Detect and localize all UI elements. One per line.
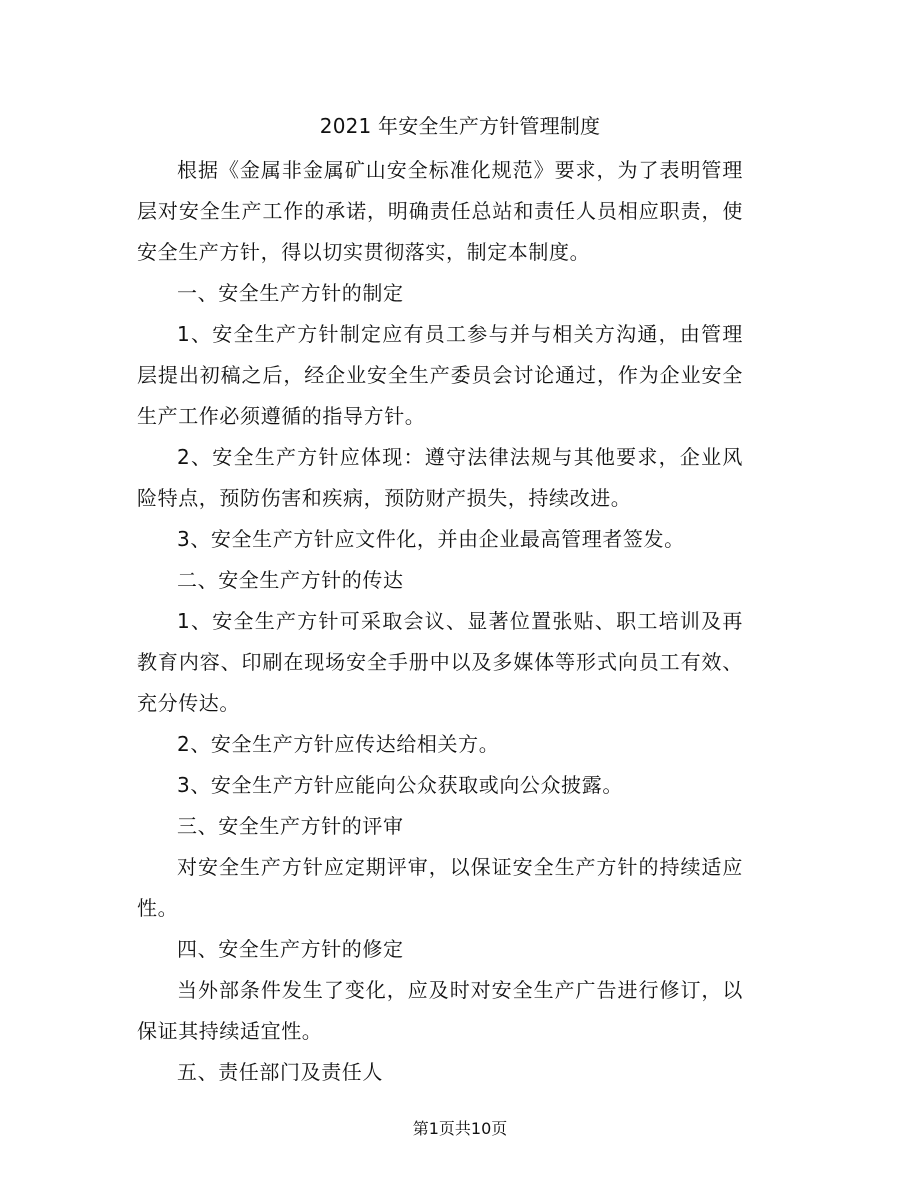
section-heading-3: 三、安全生产方针的评审 bbox=[177, 814, 404, 838]
document-title: 2021 年安全生产方针管理制度 bbox=[319, 114, 601, 138]
section-heading-4: 四、安全生产方针的修定 bbox=[177, 937, 404, 961]
page-number-footer: 第1页共10页 bbox=[412, 1119, 508, 1138]
paragraph-3: 对安全生产方针应定期评审，以保证安全生产方针的持续适应性。 bbox=[137, 855, 743, 920]
paragraph-1-3: 3、安全生产方针应文件化，并由企业最高管理者签发。 bbox=[177, 527, 685, 551]
paragraph-2-1: 1、安全生产方针可采取会议、显著位置张贴、职工培训及再教育内容、印刷在现场安全手册中以及多媒体等形式向员工有效、充分传达。 bbox=[137, 609, 743, 715]
paragraph-intro: 根据《金属非金属矿山安全标准化规范》要求，为了表明管理层对安全生产工作的承诺，明确责任总站和责任人员相应职责，使安全生产方针，得以切实贯彻落实，制定本制度。 bbox=[137, 158, 743, 264]
paragraph-1-1: 1、安全生产方针制定应有员工参与并与相关方沟通，由管理层提出初稿之后，经企业安全生产委员会讨论通过，作为企业安全生产工作必须遵循的指导方针。 bbox=[137, 322, 743, 428]
paragraph-4: 当外部条件发生了变化，应及时对安全生产广告进行修订，以保证其持续适宜性。 bbox=[137, 978, 743, 1043]
paragraph-2-2: 2、安全生产方针应传达给相关方。 bbox=[177, 732, 500, 756]
section-heading-1: 一、安全生产方针的制定 bbox=[177, 281, 404, 305]
paragraph-1-2: 2、安全生产方针应体现：遵守法律法规与其他要求，企业风险特点，预防伤害和疾病，预防财产损失，持续改进。 bbox=[137, 445, 743, 510]
paragraph-2-3: 3、安全生产方针应能向公众获取或向公众披露。 bbox=[177, 773, 623, 797]
section-heading-2: 二、安全生产方针的传达 bbox=[177, 568, 404, 592]
document-body bbox=[137, 150, 743, 1093]
section-heading-5: 五、责任部门及责任人 bbox=[177, 1060, 383, 1084]
